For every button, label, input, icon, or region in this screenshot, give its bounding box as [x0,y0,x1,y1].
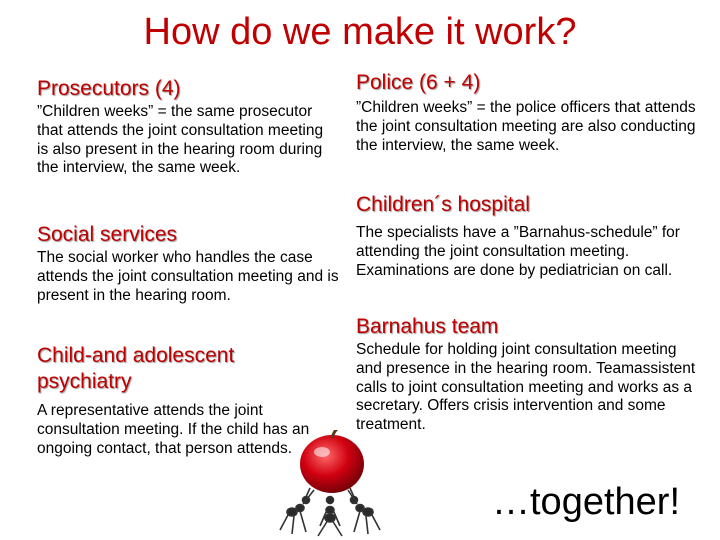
ant-icon [348,488,380,534]
prosecutors-heading: Prosecutors (4) [37,77,181,100]
prosecutors-text: ”Children weeks” = the same prosecutor that attends the joint consultation meeting is also present in the hearing room during the interview, the same week. [37,103,324,177]
apple-icon [300,430,364,493]
hospital-text: The specialists have a ”Barnahus-schedule” for attending the joint consultation meeting. Examinations are done by pediatrician on call. [356,224,680,279]
police-text: ”Children weeks” = the police officers that attends the joint consultation meeting are also conducting the interview, the same week. [356,99,696,154]
police-heading: Police (6 + 4) [356,71,481,94]
psychiatry-text: A representative attends the joint consultation meeting. If the child has an ongoing contact, that person attends. [37,402,310,457]
psychiatry-heading: Child-and adolescent psychiatry [37,344,235,393]
hospital-heading: Children´s hospital [356,193,530,216]
barnahus-text: Schedule for holding joint consultation meeting and presence in the hearing room. Teamassistent calls to joint consultation meeting and works as a secretary. Offers crisis intervention and some treatment. [356,341,696,434]
social-services-heading: Social services [37,223,178,246]
ant-icon [318,497,342,537]
social-services-text: The social worker who handles the case attends the joint consultation meeting and is present in the hearing room. [37,249,339,304]
ant-icon [280,488,314,534]
slide-title: How do we make it work? [143,11,577,53]
barnahus-heading: Barnahus team [356,315,499,338]
together-text: …together! [492,481,680,523]
ants-carrying-apple-illustration [270,430,490,540]
